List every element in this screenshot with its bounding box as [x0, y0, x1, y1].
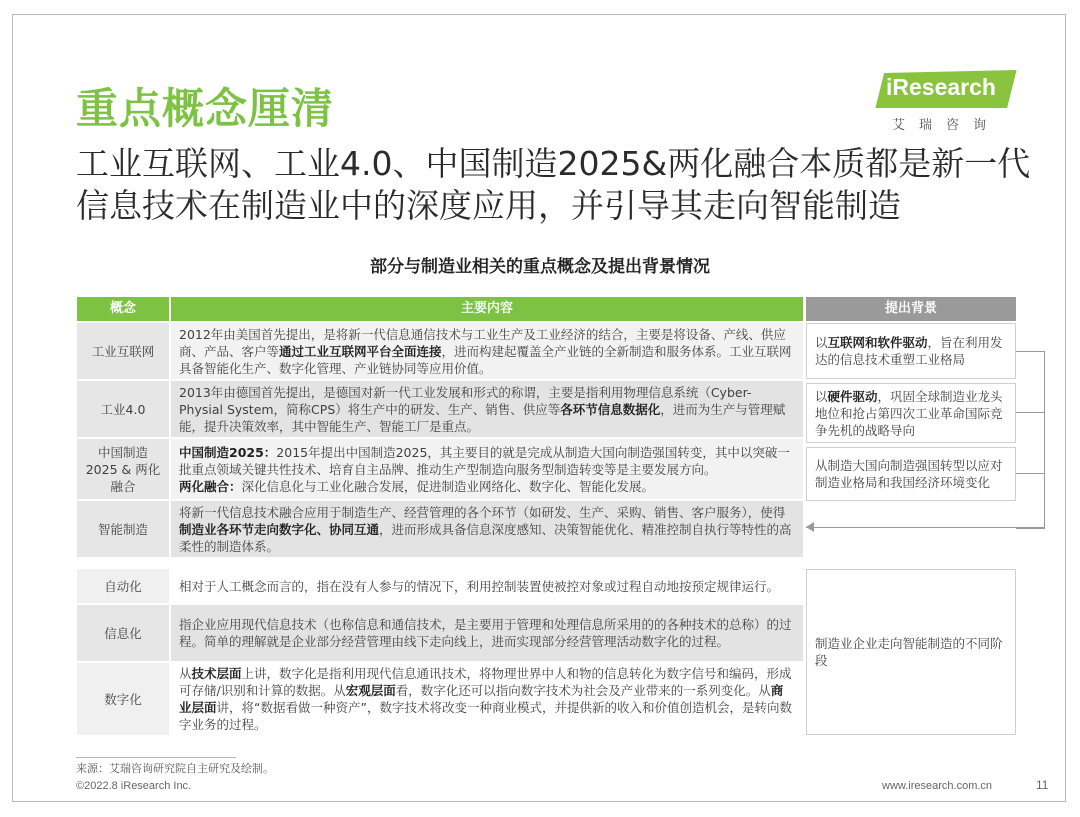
source-divider: [76, 757, 236, 758]
content-cell: [171, 439, 803, 499]
concept-cell: 智能制造: [77, 501, 169, 557]
text-run: 从制造大国向制造强国转型以应对制造业格局和我国经济环境变化: [815, 458, 1003, 490]
text-run: ，进而构建起覆盖全产业链的全新制造和服务体系。工业互联网具备智能化生产、数字化管理、产业链协同等应用价值。: [179, 343, 792, 376]
text-run: ，旨在利用发达的信息技术重塑工业格局: [815, 335, 1003, 367]
header-background: 提出背景: [806, 297, 1016, 321]
bracket-mid-line: [1016, 412, 1044, 413]
bracket-connector: [1016, 351, 1045, 529]
header-content: 主要内容: [171, 297, 803, 321]
logo-text: iResearch: [886, 74, 996, 100]
copyright: ©2022.8 iResearch Inc.: [76, 780, 192, 792]
concept-cell: 中国制造2025 & 两化融合: [77, 439, 169, 499]
background-note: [806, 447, 1016, 501]
text-run: 深化信息化与工业化融合发展，促进制造业网络化、数字化、智能化发展。: [241, 478, 655, 494]
background-note: [806, 323, 1016, 379]
text-run: 将新一代信息技术融合应用于制造生产、经营管理的各个环节（如研发、生产、采购、销售、客户服务），使得: [179, 504, 786, 520]
content-cell: [171, 381, 803, 437]
page-title: 重点概念厘清: [76, 84, 335, 133]
text-run: 以: [815, 388, 828, 404]
concept-cell: 数字化: [77, 663, 169, 735]
bold-text-run: 技术层面: [191, 666, 242, 681]
header-concept: 概念: [77, 297, 169, 321]
bracket-mid-line: [1016, 473, 1044, 474]
text-run: 看，数字化还可以指向数字技术为社会及产业带来的一系列变化。从: [395, 683, 771, 698]
text-run: 讲，将“数据看做一种资产”，数字技术将改变一种商业模式，并提供新的收入和价值创造机会，是转向数字业务的过程。: [179, 700, 792, 732]
logo-subtitle: 艾瑞咨询: [892, 118, 1001, 133]
page-number: 11: [1036, 778, 1049, 792]
bold-text-run: 制造业各环节走向数字化、协同互通: [179, 521, 380, 537]
text-run: 2012年由美国首先提出，是将新一代信息通信技术与工业生产及工业经济的结合，主要是将设备、产线、供应商、产品、客户等: [179, 326, 786, 359]
concept-cell: 自动化: [77, 569, 169, 603]
text-run: 制造业企业走向智能制造的不同阶段: [815, 636, 1003, 668]
content-cell: [171, 501, 803, 557]
table-title: 部分与制造业相关的重点概念及提出背景情况: [370, 257, 710, 277]
text-run: 上讲，数字化是指利用现代信息通讯技术，将物理世界中人和物的信息转化为数字信号和编码，形成可存储/识别和计算的数据。从: [179, 666, 792, 698]
bold-text-run: 宏观层面: [345, 683, 396, 698]
text-run: ，巩固全球制造业龙头地位和抢占第四次工业革命国际竞争先机的战略导向: [815, 388, 1003, 438]
website-link[interactable]: www.iresearch.com.cn: [882, 780, 993, 792]
concept-cell: 工业4.0: [77, 381, 169, 437]
text-run: 指企业应用现代信息技术（也称信息和通信技术，是主要用于管理和处理信息所采用的的各种技术的总称）的过程。简单的理解就是企业部分经营管理由线下走向线上，进而实现部分经营管理活动数字化的过程。: [179, 617, 792, 649]
text-run: 2015年提出中国制造2025，其主要目的就是完成从制造大国向制造强国转变，其中以突破一批重点领域关键共性技术、培育自主品牌、推动生产型制造向服务型制造转变等是主要发展方向。: [179, 444, 790, 477]
text-run: 从: [179, 666, 192, 681]
text-run: 以: [815, 335, 828, 350]
content-cell: [171, 605, 803, 661]
concept-cell: 工业互联网: [77, 323, 169, 379]
source-note: 来源：艾瑞咨询研究院自主研究及绘制。: [76, 762, 274, 775]
content-cell: [171, 569, 803, 603]
bold-text-run: 通过工业互联网平台全面连接: [279, 343, 442, 359]
text-run: 2013年由德国首先提出，是德国对新一代工业发展和形式的称谓，主要是指利用物理信息系统（Cyber-Physial System，简称CPS）将生产中的研发、生产、销售、供应等: [179, 384, 752, 417]
content-cell: [171, 323, 803, 379]
text-run: 相对于人工概念而言的，指在没有人参与的情况下，利用控制装置使被控对象或过程自动地按预定规律运行。: [179, 578, 780, 594]
iresearch-logo: [880, 70, 1020, 132]
bold-text-run: 中国制造2025：: [179, 444, 277, 460]
bold-text-run: 两化融合：: [179, 478, 242, 494]
content-cell: [171, 663, 803, 735]
bracket-bottom-line: [806, 527, 1044, 528]
bold-text-run: 硬件驱动: [827, 388, 878, 404]
bold-text-run: 各环节信息数据化: [560, 401, 661, 417]
bold-text-run: 商业层面: [179, 683, 784, 715]
text-run: ，进而形成具备信息深度感知、决策智能优化、精准控制自执行等特性的高柔性的制造体系。: [179, 521, 792, 554]
arrow-head-icon: [806, 522, 814, 532]
page-subtitle: 工业互联网、工业4.0、中国制造2025&两化融合本质都是新一代信息技术在制造业中的深度应用，并引导其走向智能制造: [76, 144, 1031, 225]
background-note: [806, 569, 1016, 735]
text-run: ，进而为生产与管理赋能，提升决策效率，其中智能生产、智能工厂是重点。: [179, 401, 786, 434]
background-note: [806, 383, 1016, 443]
concept-cell: 信息化: [77, 605, 169, 661]
bold-text-run: 互联网和软件驱动: [827, 335, 928, 350]
